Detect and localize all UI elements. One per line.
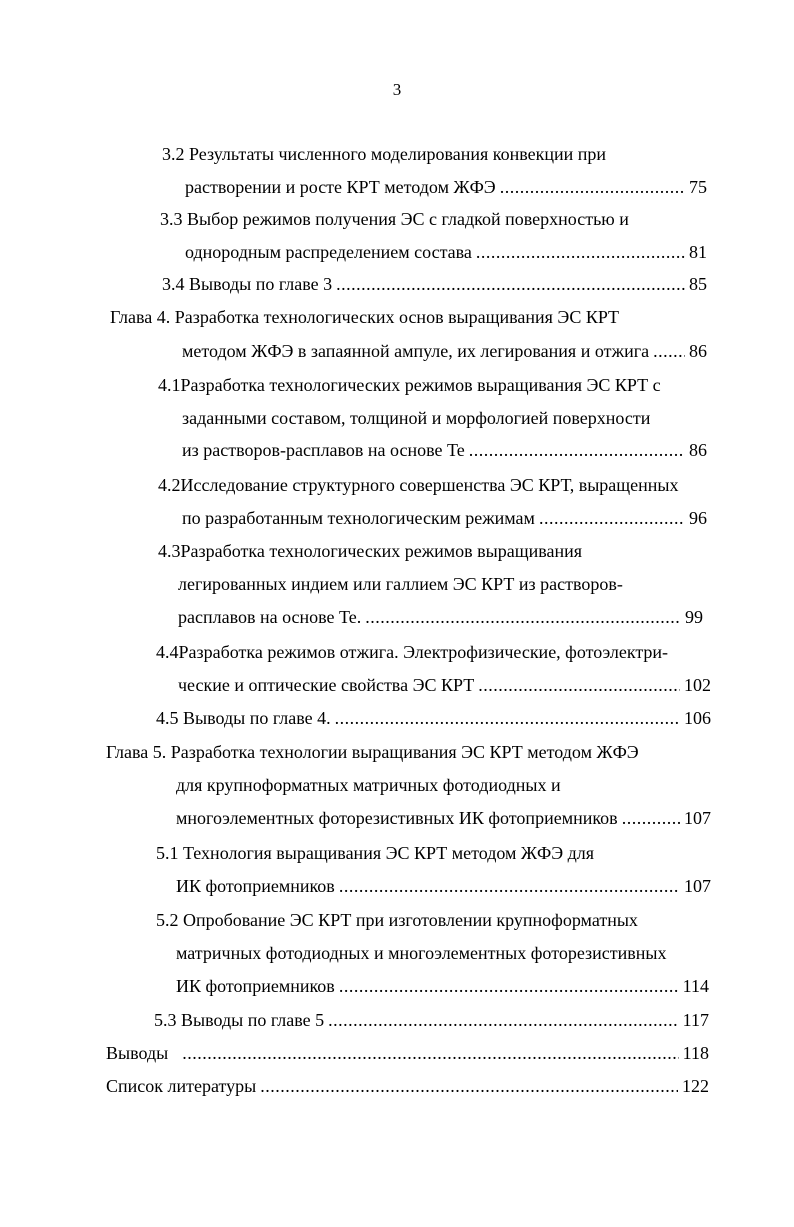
toc-4-2-line1: 4.2Исследование структурного совершенства ЭС КРТ, выращенных: [158, 475, 679, 495]
toc-ch4-page: 86: [689, 341, 707, 361]
toc-4-3-line2: легированных индием или галлием ЭС КРТ из растворов-: [178, 574, 623, 594]
toc-3-3-line2: однородным распределением состава: [185, 242, 472, 262]
toc-5-2-line2: матричных фотодиодных и многоэлементных фоторезистивных: [176, 943, 667, 963]
toc-5-1-line1: 5.1 Технология выращивания ЭС КРТ методом ЖФЭ для: [156, 843, 595, 863]
toc-4-5-line1: 4.5 Выводы по главе 4.: [156, 708, 331, 728]
toc-entry-4-4: [178, 673, 711, 697]
page-number: 3: [392, 80, 402, 99]
leader-dots: [653, 339, 685, 363]
toc-5-2-page: 114: [682, 976, 709, 996]
toc-entry-4-1: [182, 438, 707, 462]
leader-dots: [476, 240, 685, 264]
leader-dots: [339, 874, 680, 898]
toc-entry-ch4: [182, 339, 707, 363]
toc-3-3-page: 81: [689, 242, 707, 262]
toc-entry-3-3: [185, 240, 707, 264]
toc-5-1-line2: ИК фотоприемников: [176, 876, 335, 896]
leader-dots: [622, 806, 680, 830]
toc-4-3-page: 99: [685, 607, 703, 627]
leader-dots: [339, 974, 679, 998]
toc-ch5-line3: многоэлементных фоторезистивных ИК фотоприемников: [176, 808, 618, 828]
toc-5-3-page: 117: [682, 1010, 709, 1030]
toc-ch5-page: 107: [684, 808, 711, 828]
toc-4-2-page: 96: [689, 508, 707, 528]
toc-ch4-line2: методом ЖФЭ в запаянной ампуле, их легирования и отжига: [182, 341, 650, 361]
toc-entry-4-3: [178, 605, 703, 629]
toc-3-3-line1: 3.3 Выбор режимов получения ЭС с гладкой поверхностью и: [160, 209, 629, 229]
toc-entry-conclusions: [106, 1041, 709, 1065]
toc-3-2-page: 75: [689, 177, 707, 197]
leader-dots: [539, 506, 685, 530]
toc-conclusions-page: 118: [682, 1043, 709, 1063]
toc-5-1-page: 107: [684, 876, 711, 896]
toc-5-3-line1: 5.3 Выводы по главе 5: [154, 1010, 325, 1030]
toc-4-1-line3: из растворов-расплавов на основе Te: [182, 440, 465, 460]
toc-entry-3-2: [185, 175, 707, 199]
toc-4-5-page: 106: [684, 708, 711, 728]
toc-5-2-line3: ИК фотоприемников: [176, 976, 335, 996]
toc-entry-3-4: [162, 272, 707, 296]
toc-4-1-line1: 4.1Разработка технологических режимов выращивания ЭС КРТ с: [158, 375, 661, 395]
toc-entry-5-1: [176, 874, 711, 898]
toc-3-2-line2: растворении и росте КРТ методом ЖФЭ: [185, 177, 496, 197]
leader-dots: [469, 438, 685, 462]
leader-dots: [365, 605, 681, 629]
toc-entry-5-3: [154, 1008, 709, 1032]
toc-4-4-page: 102: [684, 675, 711, 695]
toc-3-4-line1: 3.4 Выводы по главе 3: [162, 274, 333, 294]
toc-entry-5-2: [176, 974, 709, 998]
toc-4-1-page: 86: [689, 440, 707, 460]
leader-dots: [182, 1041, 678, 1065]
toc-entry-4-2: [182, 506, 707, 530]
leader-dots: [500, 175, 685, 199]
toc-references-page: 122: [682, 1076, 709, 1096]
toc-ch4-line1: Глава 4. Разработка технологических основ выращивания ЭС КРТ: [110, 307, 620, 327]
toc-4-4-line2: ческие и оптические свойства ЭС КРТ: [178, 675, 475, 695]
leader-dots: [328, 1008, 678, 1032]
toc-4-3-line3: расплавов на основе Te.: [178, 607, 362, 627]
toc-ch5-line1: Глава 5. Разработка технологии выращивания ЭС КРТ методом ЖФЭ: [106, 742, 639, 762]
toc-5-2-line1: 5.2 Опробование ЭС КРТ при изготовлении крупноформатных: [156, 910, 638, 930]
toc-4-3-line1: 4.3Разработка технологических режимов выращивания: [158, 541, 583, 561]
toc-entry-references: [106, 1074, 709, 1098]
toc-references-label: Список литературы: [106, 1076, 257, 1096]
toc-conclusions-label: Выводы: [106, 1043, 169, 1063]
leader-dots: [336, 272, 685, 296]
toc-3-4-page: 85: [689, 274, 707, 294]
leader-dots: [260, 1074, 678, 1098]
toc-ch5-line2: для крупноформатных матричных фотодиодных и: [176, 775, 561, 795]
toc-3-2-line1: 3.2 Результаты численного моделирования конвекции при: [162, 144, 607, 164]
leader-dots: [335, 706, 680, 730]
toc-4-1-line2: заданными составом, толщиной и морфологией поверхности: [182, 408, 651, 428]
toc-entry-4-5: [156, 706, 711, 730]
toc-entry-ch5: [176, 806, 711, 830]
toc-4-4-line1: 4.4Разработка режимов отжига. Электрофизические, фотоэлектри-: [156, 642, 669, 662]
leader-dots: [478, 673, 680, 697]
toc-4-2-line2: по разработанным технологическим режимам: [182, 508, 535, 528]
